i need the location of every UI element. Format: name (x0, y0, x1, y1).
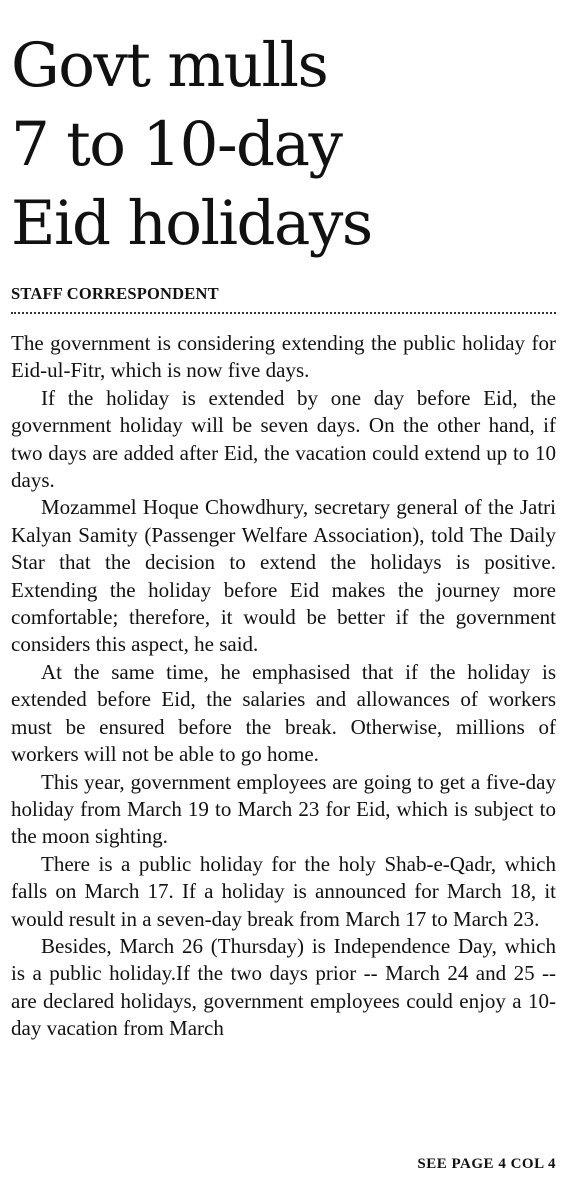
headline (11, 0, 556, 263)
continued-on-page-link: SEE PAGE 4 COL 4 (417, 1156, 556, 1172)
headline-line-2: 7 to 10-day (11, 109, 342, 180)
news-article (11, 0, 556, 1043)
paragraph: There is a public holiday for the holy Shab-e-Qadr, which falls on March 17. If a holiday is announced for March 18, it would result in a seven-day break from March 17 to March 23. (11, 851, 556, 931)
headline-line-1: Govt mulls (11, 30, 328, 101)
paragraph: If the holiday is extended by one day before Eid, the government holiday will be seven days. On the other hand, if two days are added after Eid, the vacation could extend up to 10 days. (11, 385, 556, 493)
paragraph: Mozammel Hoque Chowdhury, secretary general of the Jatri Kalyan Samity (Passenger Welfare Association), told The Daily Star that the decision to extend the holidays is positive. Extending the holiday before Eid makes the journey more comfortable; therefore, it would be better if the government considers this aspect, he said. (11, 495, 556, 657)
headline-line-3: Eid holidays (11, 188, 372, 259)
paragraph: This year, government employees are going to get a five-day holiday from March 19 to March 23 for Eid, which is subject to the moon sighting. (11, 769, 556, 849)
paragraph: The government is considering extending the public holiday for Eid-ul-Fitr, which is now five days. (11, 331, 556, 383)
dotted-divider (11, 312, 556, 314)
paragraph: Besides, March 26 (Thursday) is Independence Day, which is a public holiday.If the two days prior -- March 24 and 25 -- are declared holidays, government employees could enjoy a 10-day vacation from March (11, 933, 556, 1041)
paragraph: At the same time, he emphasised that if the holiday is extended before Eid, the salaries and allowances of workers must be ensured before the break. Otherwise, millions of workers will not be able to go home. (11, 659, 556, 767)
byline: STAFF CORRESPONDENT (11, 284, 219, 303)
article-body (11, 330, 556, 1043)
